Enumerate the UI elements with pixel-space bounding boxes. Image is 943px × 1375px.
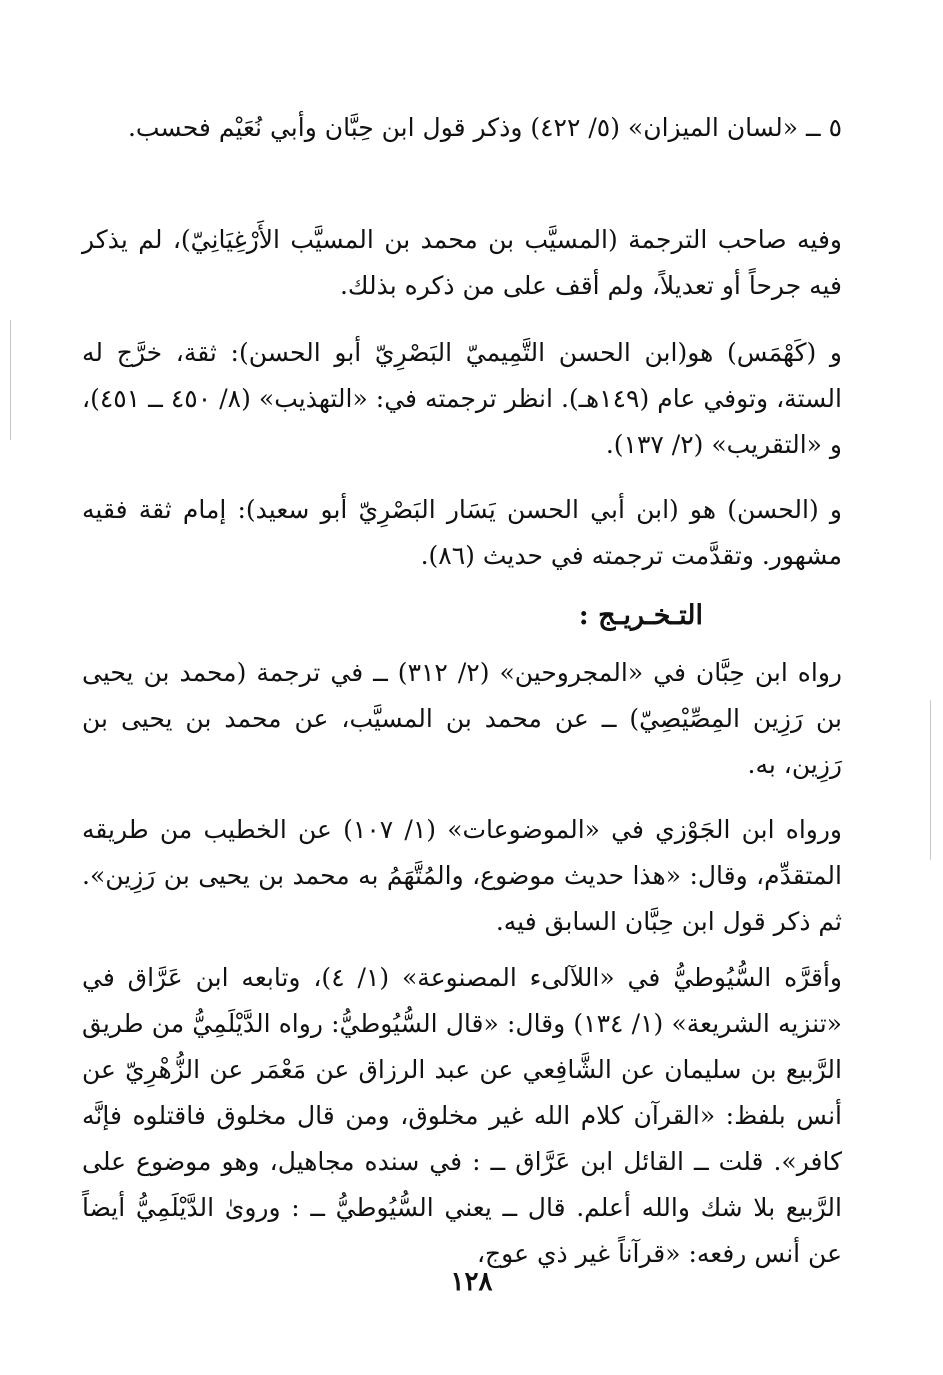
paragraph-takhrij-ibn-jawzi: ورواه ابن الجَوْزي في «الموضوعات» (١/ ١٠٧) عن الخطيب من طريقه المتقدِّم، وقال: «هذا حديث موضوع، والمُتَّهَمُ به محمد بن يحيى بن رَزِين». ثم ذكر قول ابن حِبَّان السابق فيه. [82, 815, 842, 936]
margin-guide-left [10, 320, 11, 440]
paragraph-narrator-kahmas: و (كَهْمَس) هو(ابن الحسن التَّمِيميّ البَصْرِيّ أبو الحسن): ثقة، خرَّج له الستة، وتوفي عام (١٤٩هـ). انظر ترجمته في: «التهذيب» (٨/ ٤٥٠ ــ ٤٥١)، و «التقريب» (٢/ ١٣٧). [82, 338, 842, 459]
section-heading-takhrij: التـخـريـج : [578, 600, 703, 631]
paragraph-narrator-hasan: و (الحسن) هو (ابن أبي الحسن يَسَار البَصْرِيّ أبو سعيد): إمام ثقة فقيه مشهور. وتقدَّمت ترجمته في حديث (٨٦). [82, 495, 842, 570]
paragraph-narrator-musayyab: وفيه صاحب الترجمة (المسيَّب بن محمد بن المسيَّب الأَرْغِيَانِيّ)، لم يذكر فيه جرحاً أو تعديلاً، ولم أقف على من ذكره بذلك. [82, 225, 842, 300]
paragraph-source-lisan: ٥ ــ «لسان الميزان» (٥/ ٤٢٢) وذكر قول ابن حِبَّان وأبي نُعَيْم فحسب. [127, 113, 842, 142]
paragraph-takhrij-suyuti: وأقرَّه السُّيُوطيُّ في «اللآلىء المصنوعة» (١/ ٤)، وتابعه ابن عَرَّاق في «تنزيه الشريعة» (١/ ١٣٤) وقال: «قال السُّيُوطيُّ: رواه الدَّيْلَمِيُّ من طريق الرَّبيع بن سليمان عن الشَّافِعي عن عبد الرزاق عن مَعْمَر عن الزُّهْرِيّ عن أنس بلفظ: «القرآن كلام الله غير مخلوق، ومن قال مخلوق فاقتلوه فإنَّه كافر». قلت ــ القائل ابن عَرَّاق ــ : في سنده مجاهيل، وهو موضوع على الرَّبيع بلا شك والله أعلم. قال ــ يعني السُّيُوطيُّ ــ : وروىٰ الدَّيْلَمِيُّ أيضاً عن أنس رفعه: «قرآناً غير ذي عوج، [82, 963, 842, 1268]
paragraph-takhrij-ibn-hibban: رواه ابن حِبَّان في «المجروحين» (٢/ ٣١٢) ــ في ترجمة (محمد بن يحيى بن رَزِين المِصِّيْصِيّ) ــ عن محمد بن المسيَّب، عن محمد بن يحيى بن رَزِين، به. [82, 658, 842, 779]
margin-guide-right [930, 700, 931, 860]
page-number: ١٢٨ [450, 1267, 493, 1297]
